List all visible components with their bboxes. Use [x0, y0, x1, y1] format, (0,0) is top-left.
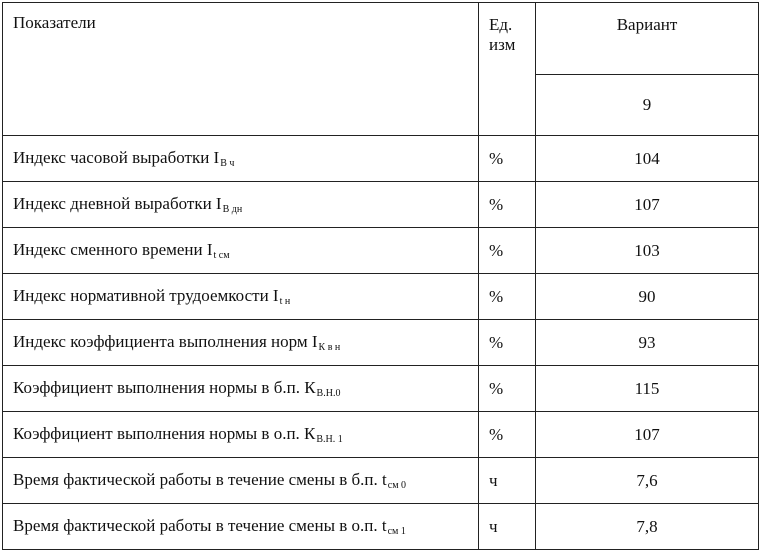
row-label-subscript: В.Н. 1: [316, 434, 343, 445]
row-unit: %: [479, 320, 536, 366]
table-row: [3, 504, 759, 550]
row-label-subscript: см 1: [387, 526, 406, 537]
row-unit: %: [479, 136, 536, 182]
row-label-subscript: t н: [279, 296, 291, 307]
row-unit: %: [479, 228, 536, 274]
row-label-subscript: В.Н.0: [316, 388, 341, 399]
row-unit: %: [479, 366, 536, 412]
row-label-text: Коэффициент выполнения нормы в о.п. К: [13, 424, 316, 443]
header-indicators: Показатели: [3, 3, 479, 136]
row-label: [3, 366, 479, 412]
table-row: [3, 182, 759, 228]
row-unit: ч: [479, 504, 536, 550]
row-label-subscript: В ч: [220, 158, 235, 169]
row-label-text: Коэффициент выполнения нормы в б.п. К: [13, 378, 316, 397]
table-row: [3, 228, 759, 274]
row-label: [3, 458, 479, 504]
row-label: [3, 228, 479, 274]
row-value: 107: [536, 412, 759, 458]
header-unit-line2: изм: [489, 35, 516, 54]
header-variant: Вариант: [536, 3, 759, 75]
row-value: 115: [536, 366, 759, 412]
row-label-text: Индекс дневной выработки I: [13, 194, 222, 213]
row-label: [3, 320, 479, 366]
row-unit: %: [479, 412, 536, 458]
row-value: 103: [536, 228, 759, 274]
row-value: 7,6: [536, 458, 759, 504]
row-value: 90: [536, 274, 759, 320]
row-label-subscript: К в н: [318, 342, 341, 353]
table-row: [3, 458, 759, 504]
row-value: 107: [536, 182, 759, 228]
row-value: 7,8: [536, 504, 759, 550]
row-unit: %: [479, 274, 536, 320]
table-row: [3, 320, 759, 366]
indicators-table: [2, 2, 759, 550]
row-label: [3, 412, 479, 458]
row-label-text: Индекс коэффициента выполнения норм I: [13, 332, 318, 351]
row-label-text: Время фактической работы в течение смены в б.п. t: [13, 470, 387, 489]
row-label: [3, 274, 479, 320]
row-unit: ч: [479, 458, 536, 504]
row-label: [3, 504, 479, 550]
row-label-text: Время фактической работы в течение смены в о.п. t: [13, 516, 387, 535]
header-unit: [479, 3, 536, 136]
table-row: [3, 412, 759, 458]
row-label-subscript: см 0: [387, 480, 407, 491]
row-value: 93: [536, 320, 759, 366]
row-label-subscript: t см: [213, 250, 230, 261]
row-label-text: Индекс часовой выработки I: [13, 148, 220, 167]
row-unit: %: [479, 182, 536, 228]
header-unit-line1: Ед.: [489, 15, 513, 34]
row-label-subscript: В дн: [222, 204, 243, 215]
row-label: [3, 182, 479, 228]
table-row: [3, 136, 759, 182]
table-row: [3, 366, 759, 412]
row-label-text: Индекс сменного времени I: [13, 240, 213, 259]
header-variant-number: 9: [536, 74, 759, 135]
row-label: [3, 136, 479, 182]
row-value: 104: [536, 136, 759, 182]
row-label-text: Индекс нормативной трудоемкости I: [13, 286, 279, 305]
header-row: [3, 3, 759, 75]
table-row: [3, 274, 759, 320]
